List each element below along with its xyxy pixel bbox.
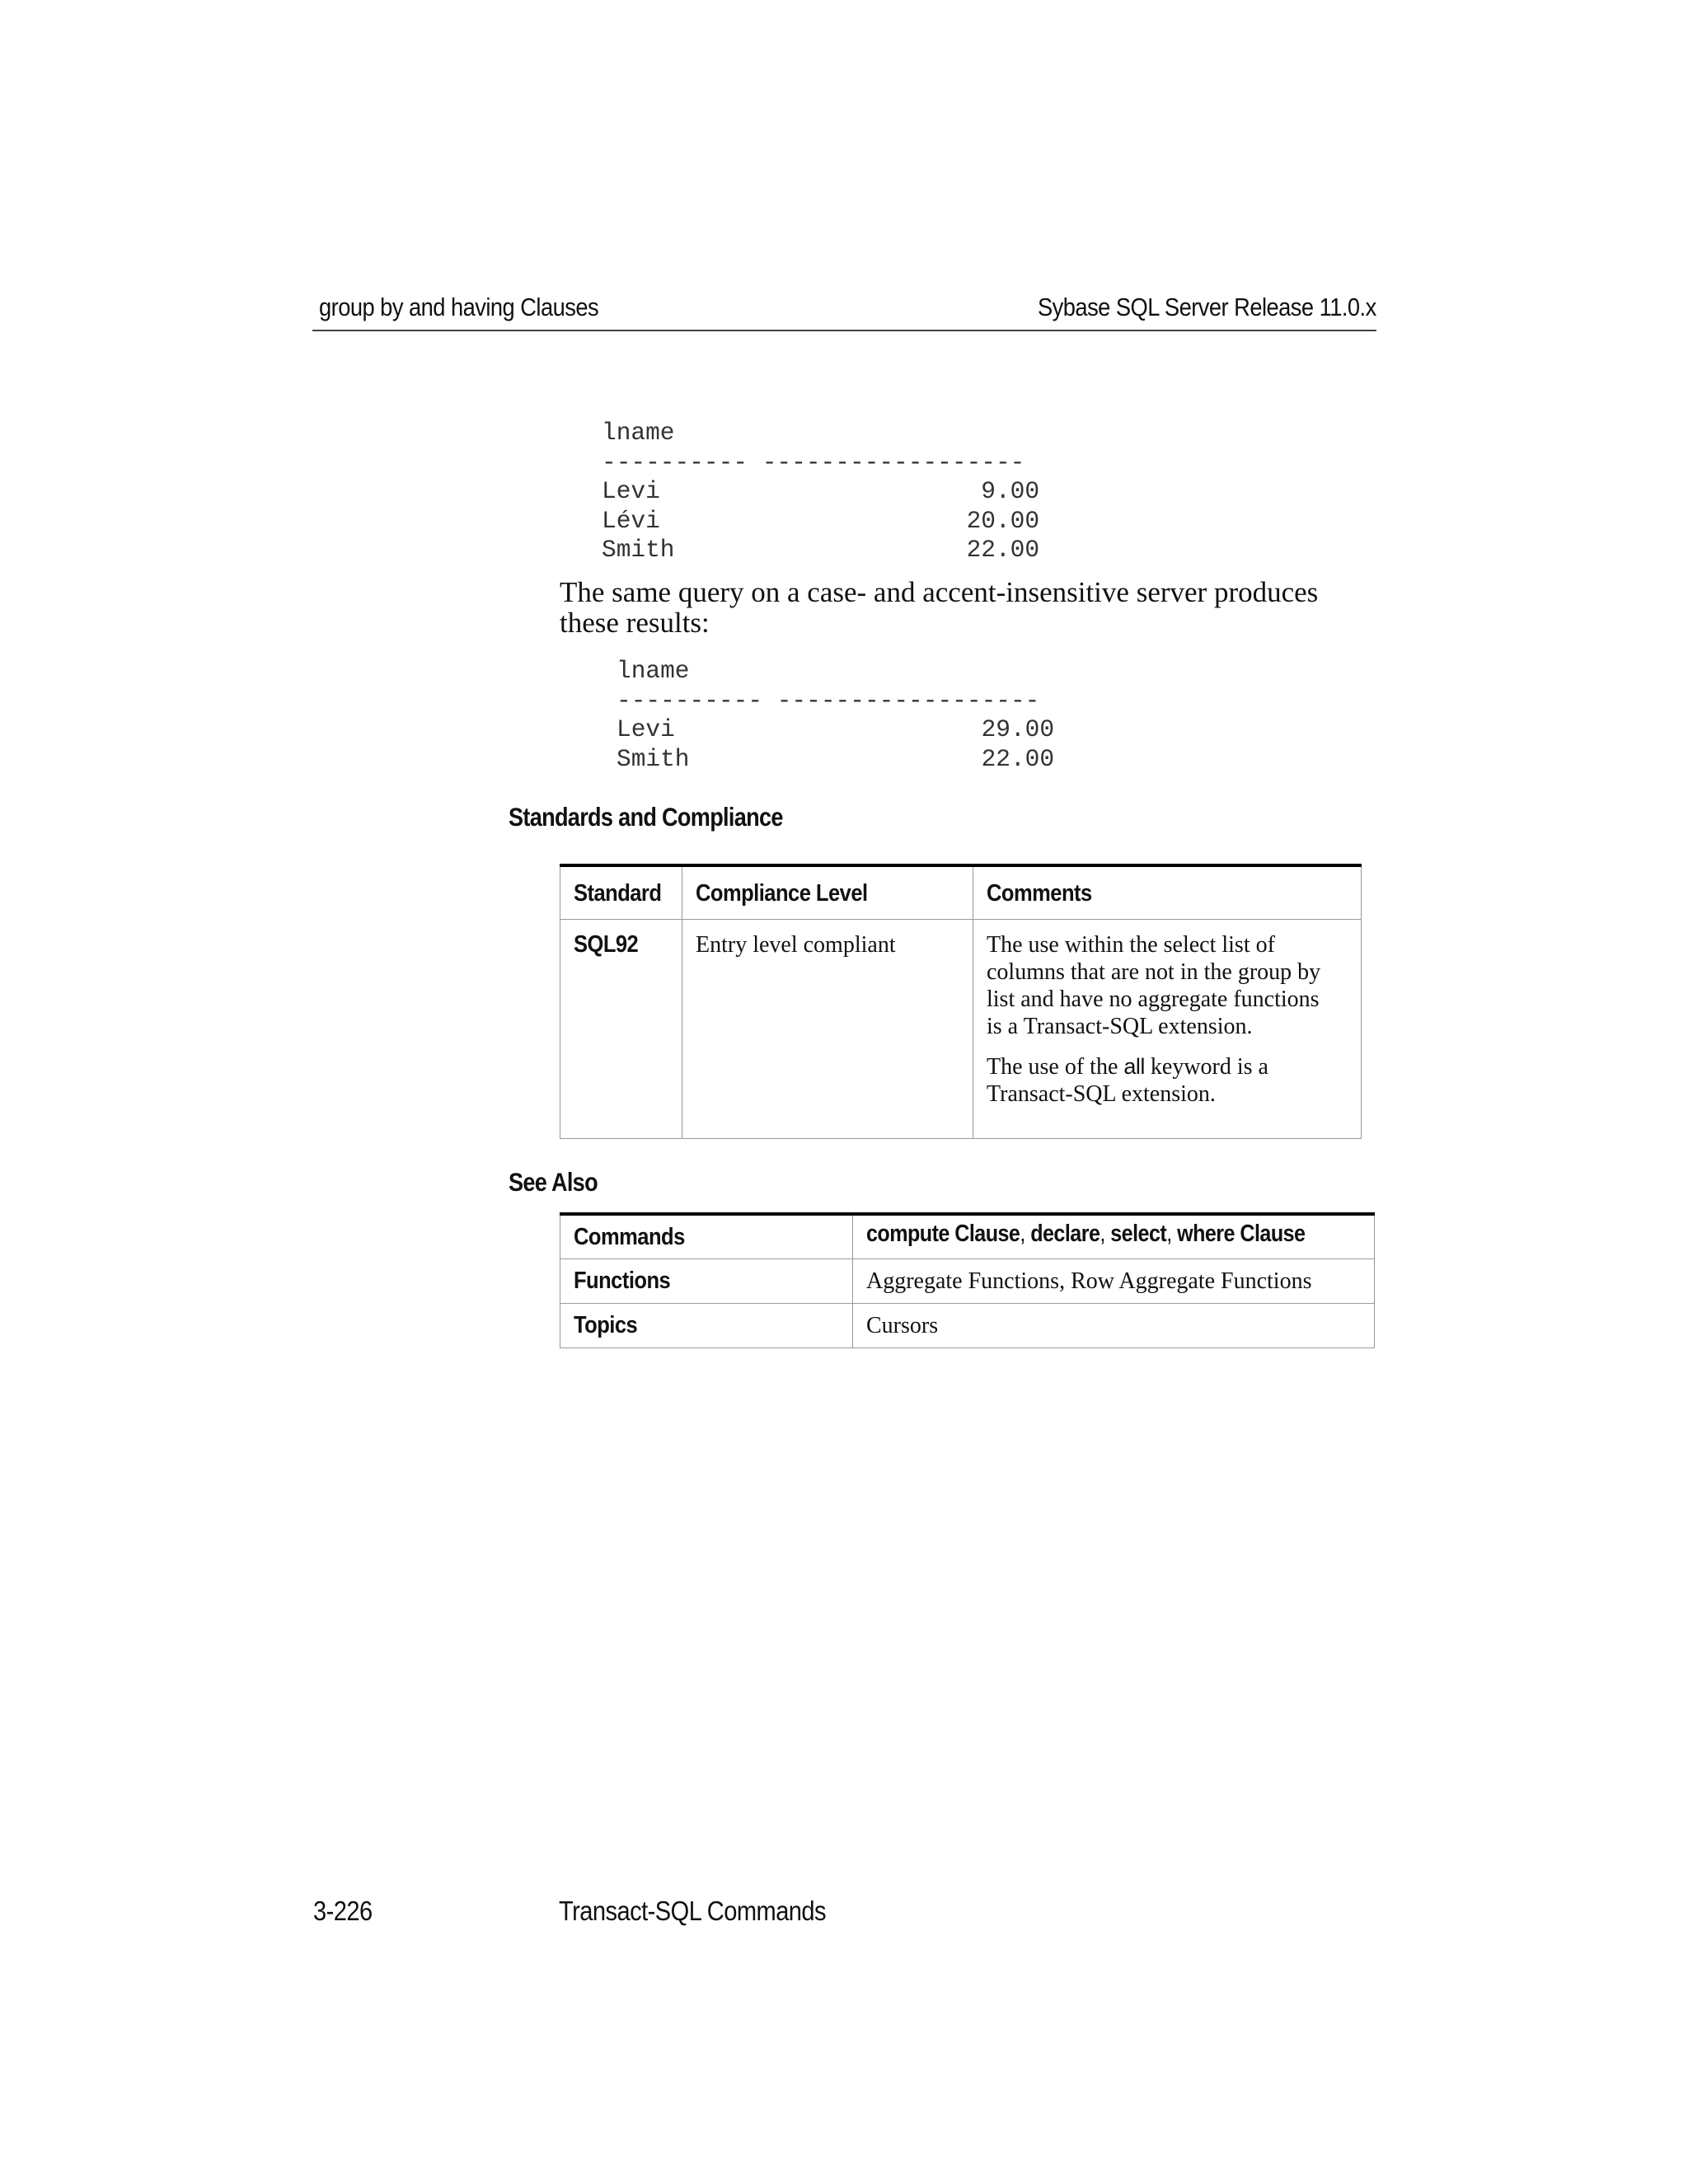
link-compute-clause[interactable]: compute Clause [866, 1221, 1020, 1247]
keyword-all: all [1123, 1053, 1145, 1079]
standards-table [560, 864, 1362, 1139]
running-header-left: group by and having Clauses [319, 293, 599, 321]
footer-section-title: Transact-SQL Commands [559, 1896, 827, 1926]
cell-topics-label [560, 1303, 853, 1347]
functions-label: Functions [574, 1267, 671, 1294]
cell-standard [560, 919, 682, 1138]
header-cell-level [682, 865, 973, 919]
link-where-clause[interactable]: where Clause [1177, 1221, 1306, 1247]
standard-value: SQL92 [574, 930, 639, 958]
section-title-see-also: See Also [509, 1167, 598, 1197]
cell-functions-value [853, 1258, 1375, 1303]
compliance-level-value: Entry level compliant [696, 931, 896, 958]
running-header-right: Sybase SQL Server Release 11.0.x [1038, 293, 1376, 321]
topics-label: Topics [574, 1311, 638, 1338]
cell-level [682, 919, 973, 1138]
see-also-row-topics [560, 1303, 1375, 1347]
section-title-standards: Standards and Compliance [509, 802, 783, 832]
header-cell-standard [560, 865, 682, 919]
page-number: 3-226 [313, 1896, 373, 1926]
commands-label: Commands [574, 1224, 685, 1250]
see-also-table [560, 1212, 1375, 1348]
link-declare[interactable]: declare [1030, 1221, 1100, 1247]
commands-links [866, 1221, 1305, 1248]
functions-value[interactable]: Aggregate Functions, Row Aggregate Functions [866, 1268, 1312, 1294]
comment-2-before: The use of the [987, 1053, 1124, 1080]
header-standard: Standard [574, 880, 662, 907]
code-block-insensitive-results: lname ---------- ------------------ Levi 29.00 Smith 22.00 [617, 657, 1055, 773]
link-select[interactable]: select [1110, 1221, 1167, 1247]
header-compliance-level: Compliance Level [696, 880, 868, 907]
header-rule [312, 330, 1376, 331]
separator: , [1020, 1221, 1031, 1247]
cell-functions-label [560, 1258, 853, 1303]
separator: , [1100, 1221, 1111, 1247]
code-block-sensitive-results: lname ---------- ------------------ Levi 9.00 Lévi 20.00 Smith 22.00 [602, 419, 1040, 564]
standards-header-row [560, 865, 1362, 919]
body-paragraph: The same query on a case- and accent-insensitive server produces these results: [560, 576, 1319, 639]
separator: , [1166, 1221, 1178, 1247]
standards-row-sql92 [560, 919, 1362, 1138]
comment-paragraph-1: The use within the select list of columns that are not in the group by list and have no aggregate functions is a Transact-SQL extension. [987, 931, 1321, 1039]
cell-comments [973, 919, 1362, 1138]
header-comments: Comments [987, 880, 1092, 907]
cell-topics-value [853, 1303, 1375, 1347]
see-also-row-functions [560, 1258, 1375, 1303]
header-cell-comments [973, 865, 1362, 919]
comment-2-after: keyword is a Transact-SQL extension. [987, 1053, 1268, 1107]
topics-value[interactable]: Cursors [866, 1312, 939, 1338]
cell-commands-label [560, 1214, 853, 1258]
see-also-row-commands [560, 1214, 1375, 1258]
comment-paragraph-2 [987, 1053, 1328, 1108]
cell-commands-value [853, 1214, 1375, 1258]
